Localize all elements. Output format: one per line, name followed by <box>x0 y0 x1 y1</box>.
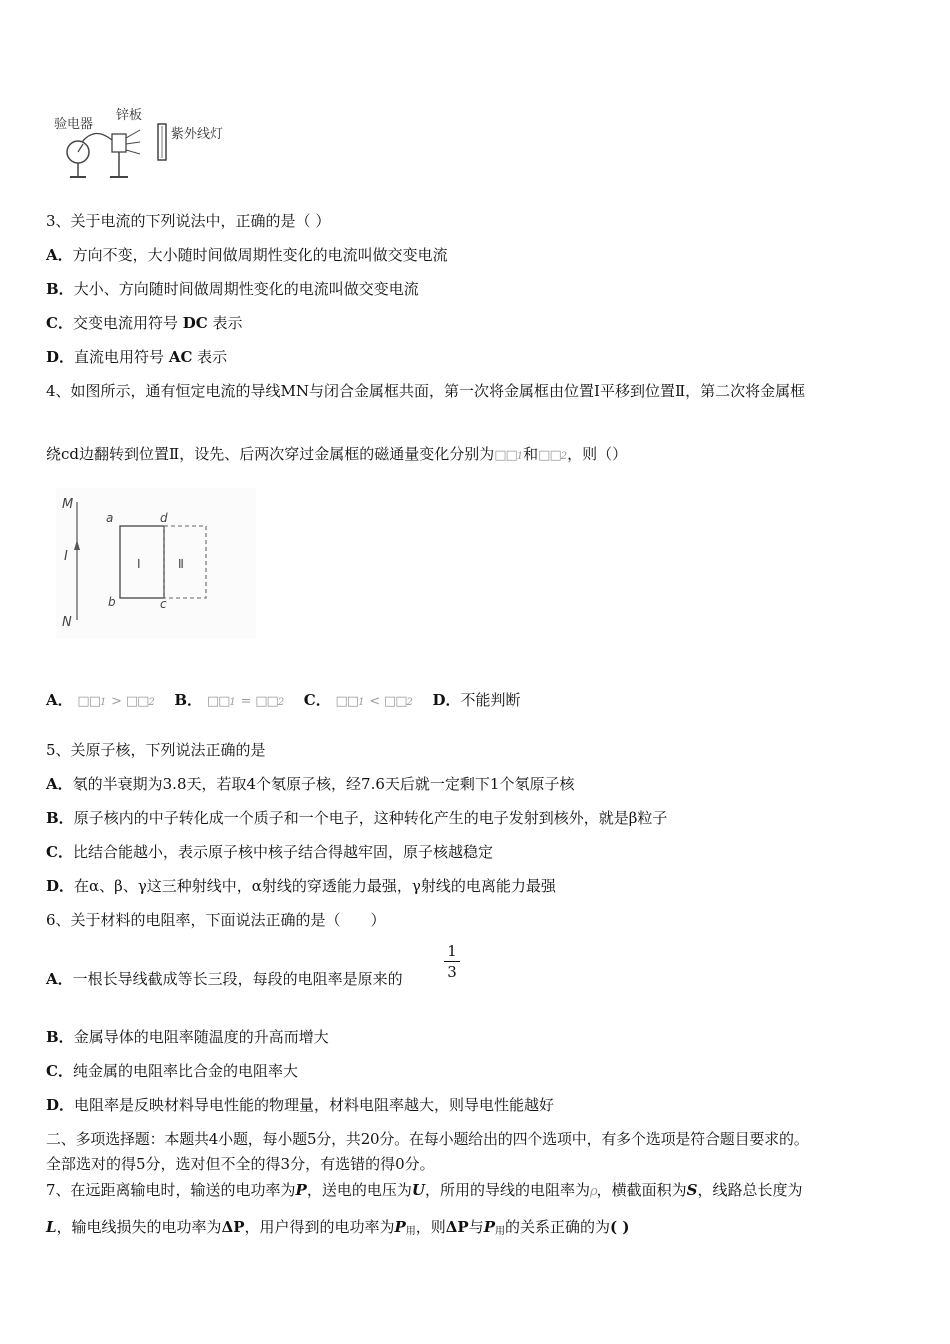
answer-paren: ( ) <box>610 1218 630 1236</box>
option-text: 电阻率是反映材料导电性能的物理量，材料电阻率越大，则导电性能越好 <box>74 1096 555 1114</box>
q7-stem-line1 <box>46 1180 802 1202</box>
subscript: 1 <box>229 697 236 708</box>
subscript: 2 <box>560 451 568 462</box>
option-text: 表示 <box>197 348 228 366</box>
delta-phi-symbol: □□ <box>125 694 149 709</box>
option-key: D． <box>46 877 75 895</box>
q6-stem: 6、关于材料的电阻率，下面说法正确的是（ ） <box>46 911 386 929</box>
label-m: M <box>62 497 74 512</box>
q4-stem-line1: 4、如图所示，通有恒定电流的导线MN与闭合金属框共面，第一次将金属框由位置Ⅰ平移到位置Ⅱ，第二次将金属框 <box>46 382 806 400</box>
delta-phi-symbol: □□ <box>494 448 517 463</box>
var-delta-p: ΔP <box>445 1218 469 1236</box>
var-p: P <box>295 1181 307 1199</box>
subscript: 用 <box>495 1226 506 1237</box>
option-key: D． <box>46 348 75 366</box>
option-text: 原子核内的中子转化成一个质子和一个电子，这种转化产生的电子发射到核外，就是β粒子 <box>73 809 668 827</box>
fraction-one-third <box>444 942 460 981</box>
option-key: B． <box>174 691 203 709</box>
electroscope-label: 验电器 <box>54 117 94 132</box>
option-text: 大小、方向随时间做周期性变化的电流叫做交变电流 <box>73 280 419 298</box>
q3-option-d <box>46 347 227 367</box>
section-heading-line2: 全部选对的得5分，选对但不全的得3分，有选错的得0分。 <box>46 1155 435 1173</box>
delta-phi-symbol: □□ <box>255 694 278 709</box>
q3-option-c <box>46 313 243 333</box>
stem-text: ，则 <box>415 1218 446 1236</box>
q3-stem: 3、关于电流的下列说法中，正确的是（ ） <box>46 212 331 230</box>
q6-option-d <box>46 1095 554 1115</box>
option-text: 表示 <box>212 314 243 332</box>
subscript: 用 <box>405 1226 416 1237</box>
option-key: A． <box>46 246 73 264</box>
fraction-numerator: 1 <box>447 942 457 960</box>
subscript: 1 <box>516 451 524 462</box>
q5-option-b <box>46 808 667 828</box>
var-l: L <box>46 1218 57 1236</box>
var-s: S <box>686 1181 698 1199</box>
option-text: 方向不变，大小随时间做周期性变化的电流叫做交变电流 <box>72 246 448 264</box>
uv-lamp-label: 紫外线灯 <box>171 127 224 142</box>
stem-text: 的关系正确的为 <box>505 1218 611 1236</box>
option-key: D． <box>46 1096 75 1114</box>
q4-stem-line2 <box>46 444 627 467</box>
option-text: 直流电用符号 <box>74 348 165 366</box>
q3-option-b <box>46 279 419 299</box>
section-heading-line1: 二、多项选择题：本题共4小题，每小题5分，共20分。在每小题给出的四个选项中，有多个选项是符合题目要求的。 <box>46 1130 809 1148</box>
stem-text: ，则（） <box>567 445 628 463</box>
label-c: c <box>160 597 167 611</box>
subscript: 1 <box>358 697 365 708</box>
delta-phi-symbol: □□ <box>383 694 407 709</box>
zinc-plate-label: 锌板 <box>116 108 143 123</box>
option-key: B． <box>46 809 74 827</box>
electroscope-figure <box>50 104 240 184</box>
delta-phi-symbol: □□ <box>206 694 230 709</box>
q5-stem: 5、关原子核，下列说法正确的是 <box>46 741 266 759</box>
option-text: 在α、β、γ这三种射线中，α射线的穿透能力最强，γ射线的电离能力最强 <box>74 877 556 895</box>
symbol-ac: AC <box>168 348 193 366</box>
subscript: 2 <box>148 697 155 708</box>
stem-text: 7、在远距离输电时，输送的电功率为 <box>46 1181 296 1199</box>
stem-text: ，送电的电压为 <box>306 1181 412 1199</box>
q6-option-a <box>46 969 403 989</box>
label-position-2: Ⅱ <box>178 557 184 571</box>
option-text: 交变电流用符号 <box>72 314 178 332</box>
q6-option-c <box>46 1061 298 1081</box>
option-text: 氡的半衰期为3.8天，若取4个氡原子核，经7.6天后就一定剩下1个氡原子核 <box>72 775 575 793</box>
stem-text: ，横截面积为 <box>596 1181 687 1199</box>
option-key: A． <box>46 775 73 793</box>
q3-option-a <box>46 245 448 265</box>
var-delta-p: ΔP <box>221 1218 245 1236</box>
label-position-1: Ⅰ <box>137 557 141 571</box>
label-a: a <box>106 511 114 525</box>
delta-phi-symbol: □□ <box>335 694 359 709</box>
subscript: 2 <box>406 697 413 708</box>
symbol-dc: DC <box>182 314 208 332</box>
var-u: U <box>411 1181 425 1199</box>
q5-option-d <box>46 876 556 896</box>
option-key: C． <box>303 691 331 709</box>
option-text: 金属导体的电阻率随温度的升高而增大 <box>73 1028 329 1046</box>
q4-options <box>46 690 520 713</box>
fraction-denominator: 3 <box>447 963 457 981</box>
var-p-user: P <box>483 1218 496 1236</box>
stem-text: ，输电线损失的电功率为 <box>56 1218 222 1236</box>
stem-text: ，用户得到的电功率为 <box>244 1218 395 1236</box>
operator: < <box>369 694 380 709</box>
delta-phi-symbol: □□ <box>77 694 100 709</box>
operator: > <box>111 694 122 709</box>
q7-stem-line2 <box>46 1217 629 1242</box>
option-text: 一根长导线截成等长三段，每段的电阻率是原来的 <box>72 970 403 988</box>
var-rho: ρ <box>589 1184 597 1199</box>
label-b: b <box>108 595 116 609</box>
option-text: 纯金属的电阻率比合金的电阻率大 <box>72 1062 298 1080</box>
option-key: B． <box>46 280 74 298</box>
stem-text: ，所用的导线的电阻率为 <box>424 1181 590 1199</box>
subscript: 2 <box>277 697 285 708</box>
stem-text: ，线路总长度为 <box>697 1181 803 1199</box>
subscript: 1 <box>100 697 107 708</box>
q6-option-b <box>46 1027 329 1047</box>
label-i: I <box>64 549 68 564</box>
var-p-user: P <box>394 1218 406 1236</box>
option-text: 比结合能越小，表示原子核中核子结合得越牢固，原子核越稳定 <box>72 843 493 861</box>
option-key: A． <box>46 970 73 988</box>
option-text: 不能判断 <box>460 691 521 709</box>
q5-option-c <box>46 842 493 862</box>
stem-text: 和 <box>523 445 539 463</box>
option-key: B． <box>46 1028 74 1046</box>
option-key: C． <box>46 1062 73 1080</box>
stem-text: 绕cd边翻转到位置Ⅱ，设先、后两次穿过金属框的磁通量变化分别为 <box>46 445 495 463</box>
option-key: A． <box>46 691 73 709</box>
label-d: d <box>160 511 168 525</box>
stem-text: 与 <box>468 1218 484 1236</box>
option-key: D． <box>432 691 461 709</box>
label-n: N <box>62 615 72 630</box>
option-key: C． <box>46 843 73 861</box>
wire-frame-figure <box>56 488 256 638</box>
q5-option-a <box>46 774 574 794</box>
delta-phi-symbol: □□ <box>538 448 561 463</box>
fraction-bar <box>444 961 460 962</box>
operator: = <box>240 694 251 709</box>
option-key: C． <box>46 314 73 332</box>
